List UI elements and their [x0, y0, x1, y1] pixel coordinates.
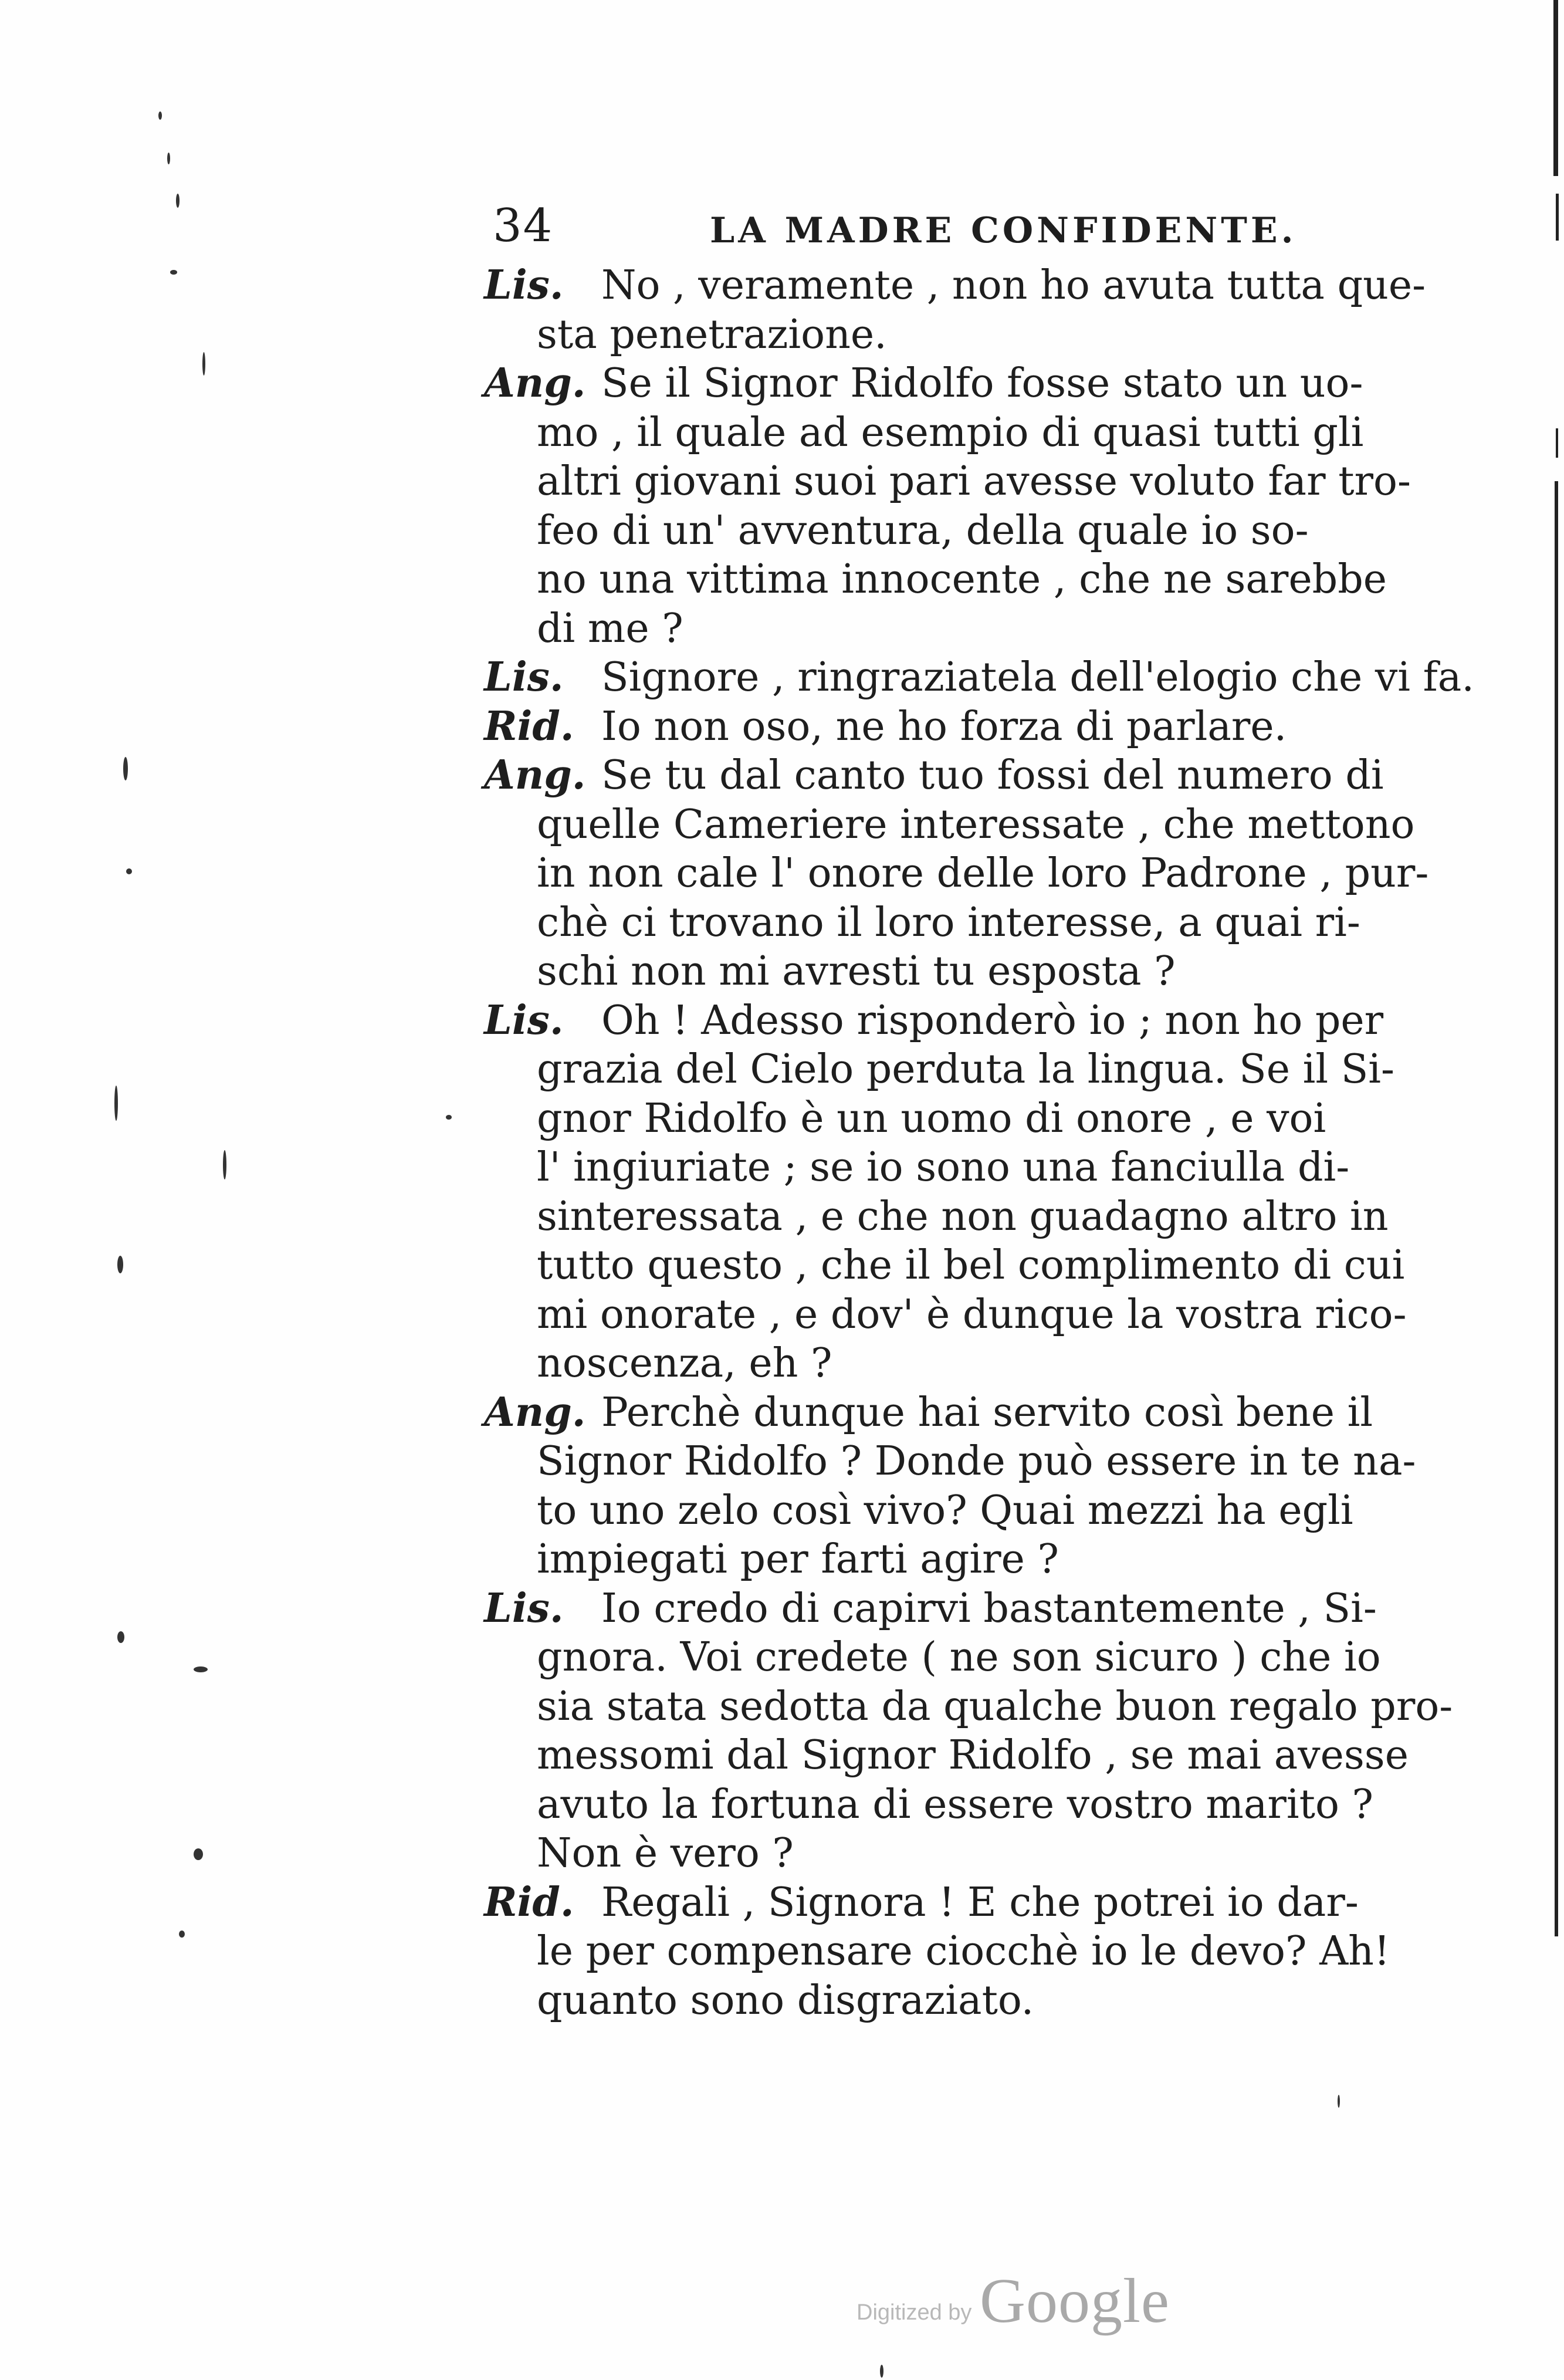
- line-text: in non cale l' onore delle loro Padrone , pur-: [537, 850, 1429, 897]
- paper-speck: [202, 352, 205, 376]
- text-line: [484, 1682, 1453, 1732]
- line-text: Io non oso, ne ho forza di parlare.: [601, 703, 1287, 750]
- page-edge-line: [1555, 481, 1558, 1936]
- text-line: [484, 1094, 1434, 1144]
- page-edge-line: [1556, 428, 1558, 458]
- speaker-label: Rid.: [484, 702, 574, 750]
- line-text: noscenza, eh ?: [537, 1340, 832, 1387]
- text-line: [484, 1976, 1434, 2026]
- line-text: messomi dal Signor Ridolfo , se mai avesse: [537, 1732, 1409, 1779]
- paper-speck: [126, 868, 132, 874]
- text-line: [484, 604, 1434, 654]
- speaker-label: Lis.: [484, 1584, 564, 1632]
- watermark-brand: Google: [980, 2266, 1170, 2336]
- text-line: [484, 1339, 1434, 1388]
- text-line: [484, 1045, 1434, 1094]
- line-text: No , veramente , non ho avuta tutta que-: [601, 262, 1426, 309]
- text-line: [484, 359, 1434, 408]
- text-line: [484, 1486, 1434, 1536]
- text-line: [484, 261, 1434, 310]
- line-text: Se tu dal canto tuo fossi del numero di: [601, 752, 1384, 799]
- line-text: gnor Ridolfo è un uomo di onore , e voi: [537, 1095, 1326, 1142]
- text-line: [484, 1829, 1434, 1878]
- text-line: [484, 1780, 1434, 1830]
- paper-speck: [117, 1256, 123, 1273]
- line-text: impiegati per farti agire ?: [537, 1536, 1059, 1583]
- line-text: gnora. Voi credete ( ne son sicuro ) che io: [537, 1634, 1381, 1681]
- speaker-label: Ang.: [484, 360, 586, 407]
- line-text: sta penetrazione.: [537, 311, 887, 358]
- watermark-prefix: Digitized by: [857, 2300, 972, 2325]
- paper-speck: [123, 757, 128, 780]
- line-text: sinteressata , e che non guadagno altro in: [537, 1193, 1389, 1240]
- text-line: [484, 1535, 1434, 1584]
- text-line: [484, 1192, 1434, 1242]
- line-text: chè ci trovano il loro interesse, a quai ri-: [537, 899, 1360, 946]
- text-line: [484, 996, 1434, 1046]
- text-line: [484, 800, 1434, 850]
- text-line: [484, 1633, 1434, 1682]
- page-edge-line: [1553, 0, 1558, 176]
- speaker-label: Ang.: [484, 1388, 586, 1436]
- line-text: Regali , Signora ! E che potrei io dar-: [601, 1879, 1359, 1926]
- text-line: [484, 1878, 1434, 1928]
- text-line: [484, 702, 1434, 752]
- paper-speck: [158, 111, 162, 120]
- line-text: di me ?: [537, 605, 683, 652]
- speaker-label: Rid.: [484, 1878, 574, 1926]
- text-line: [484, 751, 1434, 800]
- text-line: [484, 1584, 1434, 1634]
- line-text: le per compensare ciocchè io le devo? Ah!: [537, 1928, 1390, 1975]
- digitized-by-watermark: [857, 2265, 1185, 2335]
- speaker-label: Lis.: [484, 262, 564, 309]
- line-text: mo , il quale ad esempio di quasi tutti gli: [537, 409, 1364, 456]
- line-text: Signor Ridolfo ? Donde può essere in te na-: [537, 1438, 1416, 1485]
- paper-speck: [114, 1086, 118, 1121]
- text-line: [484, 555, 1434, 604]
- text-line: [484, 1143, 1434, 1192]
- paper-speck: [167, 153, 170, 164]
- line-text: quelle Cameriere interessate , che mettono: [537, 801, 1415, 848]
- text-line: [484, 506, 1434, 556]
- body-text: [484, 261, 1474, 2025]
- speaker-label: Ang.: [484, 752, 586, 799]
- paper-speck: [179, 1931, 185, 1938]
- paper-speck: [170, 270, 177, 275]
- line-text: Signore , ringraziatela dell'elogio che vi fa.: [601, 654, 1474, 701]
- page-header: [493, 200, 1431, 264]
- line-text: Oh ! Adesso risponderò io ; non ho per: [601, 997, 1384, 1044]
- text-line: [484, 1388, 1434, 1438]
- line-text: schi non mi avresti tu esposta ?: [537, 948, 1176, 995]
- text-line: [484, 653, 1474, 702]
- text-line: [484, 947, 1434, 996]
- line-text: quanto sono disgraziato.: [537, 1977, 1034, 2024]
- text-line: [484, 898, 1434, 948]
- line-text: Perchè dunque hai servito così bene il: [601, 1389, 1373, 1436]
- line-text: mi onorate , e dov' è dunque la vostra rico-: [537, 1291, 1407, 1338]
- text-line: [484, 457, 1434, 506]
- paper-speck: [880, 2365, 883, 2378]
- speaker-label: Lis.: [484, 996, 564, 1044]
- line-text: to uno zelo così vivo? Quai mezzi ha egli: [537, 1487, 1353, 1534]
- paper-speck: [194, 1848, 203, 1860]
- text-line: [484, 1927, 1434, 1976]
- paper-speck: [194, 1666, 208, 1672]
- paper-speck: [446, 1115, 452, 1120]
- page-number: 34: [493, 200, 554, 252]
- paper-speck: [223, 1150, 226, 1179]
- line-text: grazia del Cielo perduta la lingua. Se il Si-: [537, 1046, 1394, 1093]
- running-head: LA MADRE CONFIDENTE.: [710, 210, 1297, 251]
- text-line: [484, 1437, 1434, 1486]
- line-text: Non è vero ?: [537, 1830, 794, 1877]
- line-text: tutto questo , che il bel complimento di cui: [537, 1242, 1405, 1289]
- text-line: [484, 849, 1434, 898]
- line-text: Io credo di capirvi bastantemente , Si-: [601, 1585, 1377, 1632]
- text-line: [484, 310, 1434, 360]
- text-line: [484, 1731, 1434, 1780]
- line-text: sia stata sedotta da qualche buon regalo pro-: [537, 1683, 1453, 1730]
- line-text: altri giovani suoi pari avesse voluto far tro-: [537, 458, 1411, 505]
- text-line: [484, 408, 1434, 458]
- page-edge-line: [1556, 194, 1559, 241]
- paper-speck: [176, 194, 180, 208]
- paper-speck: [1338, 2095, 1340, 2108]
- line-text: avuto la fortuna di essere vostro marito ?: [537, 1781, 1374, 1828]
- line-text: l' ingiuriate ; se io sono una fanciulla di-: [537, 1144, 1350, 1191]
- line-text: no una vittima innocente , che ne sarebbe: [537, 556, 1387, 603]
- text-line: [484, 1241, 1434, 1290]
- paper-speck: [117, 1631, 124, 1643]
- line-text: feo di un' avventura, della quale io so-: [537, 507, 1309, 554]
- speaker-label: Lis.: [484, 654, 564, 701]
- text-line: [484, 1290, 1434, 1340]
- line-text: Se il Signor Ridolfo fosse stato un uo-: [601, 360, 1363, 407]
